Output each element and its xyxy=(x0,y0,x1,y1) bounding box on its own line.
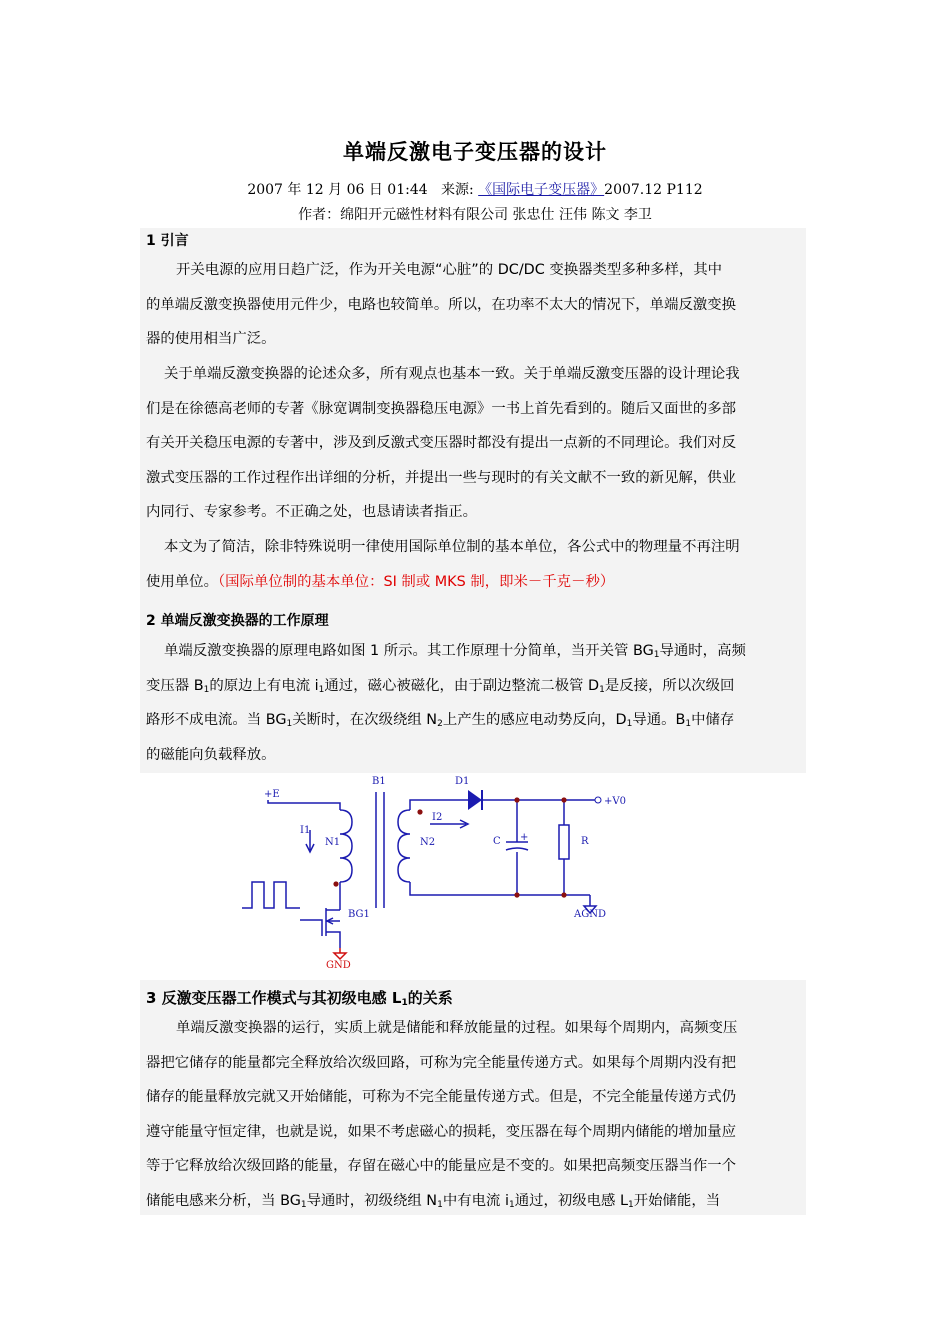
paragraph-line: 内同行、专家参考。不正确之处，也恳请读者指正。 xyxy=(146,504,477,521)
pulse-waveform xyxy=(242,882,300,908)
paragraph-line xyxy=(146,669,806,704)
section-heading: 1 引言 xyxy=(146,233,189,249)
paragraph-line: 器把它储存的能量都完全释放给次级回路，可称为完全能量传递方式。如果每个周期内没有把 xyxy=(146,1054,737,1071)
subscript: 1 xyxy=(203,684,210,695)
junction-dot xyxy=(561,797,566,802)
paragraph xyxy=(146,530,806,599)
polarity-dot xyxy=(333,881,338,886)
text-run: 3 反激变压器工作模式与其初级电感 L xyxy=(146,989,402,1007)
section-heading: 2 单端反激变换器的工作原理 xyxy=(146,613,329,629)
text-run: 关断时，在次级绕组 N xyxy=(292,712,438,729)
si-units-note: （国际单位制的基本单位：SI 制或 MKS 制，即米－千克－秒） xyxy=(217,573,615,590)
junction-dot xyxy=(514,892,519,897)
paragraph-line xyxy=(146,634,806,669)
secondary-top-wire xyxy=(410,800,468,810)
paragraph-line xyxy=(146,565,806,600)
label-r: R xyxy=(581,836,589,847)
supply-wire xyxy=(268,800,340,810)
text-run: 变压器 B xyxy=(146,677,204,694)
label-b1: B1 xyxy=(372,776,386,787)
label-d1: D1 xyxy=(455,776,470,787)
text-run: 通过，初级电感 L xyxy=(514,1192,629,1209)
source-link[interactable]: 《国际电子变压器》 xyxy=(478,182,605,198)
resistor-body xyxy=(559,825,569,859)
label-gnd: GND xyxy=(326,960,351,970)
paragraph-line: 本文为了简洁，除非特殊说明一律使用国际单位制的基本单位，各公式中的物理量不再注明 xyxy=(164,539,740,555)
paragraph-line: 们是在徐德高老师的专著《脉宽调制变换器稳压电源》一书上首先看到的。随后又面世的多部 xyxy=(146,400,737,417)
mosfet-source xyxy=(326,932,340,948)
subscript: 1 xyxy=(508,1199,515,1210)
subscript: 1 xyxy=(300,1199,307,1210)
gate-wire xyxy=(300,920,322,936)
article-meta-line xyxy=(0,179,950,199)
subscript: 1 xyxy=(626,719,633,730)
text-run: 使用单位。 xyxy=(146,573,218,590)
label-agnd: AGND xyxy=(574,909,606,920)
source-issue: 2007.12 P112 xyxy=(604,182,703,198)
paragraph-line: 有关开关稳压电源的专著中，涉及到反激式变压器时都没有提出一点新的不同理论。我们对反 xyxy=(146,435,737,452)
capacitor-plate xyxy=(506,848,528,850)
subscript: 2 xyxy=(437,719,443,730)
subscript: 1 xyxy=(318,684,325,695)
label-n1: N1 xyxy=(325,837,341,848)
text-run: 通过，磁心被磁化，由于副边整流二极管 D xyxy=(324,677,600,694)
output-terminal xyxy=(595,797,601,803)
diode-d1 xyxy=(468,790,482,810)
paragraph-line: 单端反激变换器的运行，实质上就是储能和释放能量的过程。如果每个周期内，高频变压 xyxy=(176,1020,738,1036)
paragraph xyxy=(146,253,806,357)
text-run: 单端反激变换器的原理电路如图 1 所示。其工作原理十分简单，当开关管 BG xyxy=(164,643,654,659)
label-c: C xyxy=(493,836,501,847)
text-run: 储能电感来分析，当 BG xyxy=(146,1192,301,1209)
label-bg1: BG1 xyxy=(348,909,370,920)
label-n2: N2 xyxy=(420,837,436,848)
paragraph-line: 的单端反激变换器使用元件少，电路也较简单。所以，在功率不太大的情况下，单端反激变换 xyxy=(146,296,737,313)
paragraph-line xyxy=(146,703,806,738)
paragraph-line: 的磁能向负载释放。 xyxy=(146,746,276,763)
subscript: 1 xyxy=(437,1199,443,1210)
paragraph-line xyxy=(146,1184,806,1219)
text-run: 导通时，初级绕组 N xyxy=(306,1192,438,1209)
subscript: 1 xyxy=(653,650,660,660)
paragraph-line: 遵守能量守恒定律，也就是说，如果不考虑磁心的损耗，变压器在每个周期内储能的增加量应 xyxy=(146,1123,737,1140)
junction-dot xyxy=(514,797,519,802)
subscript: 1 xyxy=(628,1199,634,1210)
text-run: 导通时，高频 xyxy=(659,643,746,659)
paragraph-line: 储存的能量释放完就又开始储能，可称为不完全能量传递方式。但是，不完全能量传递方式仍 xyxy=(146,1089,737,1106)
paragraph-line: 器的使用相当广泛。 xyxy=(146,331,276,348)
paragraph-line: 等于它释放给次级回路的能量，存留在磁心中的能量应是不变的。如果把高频变压器当作一个 xyxy=(146,1158,737,1175)
polarity-dot xyxy=(417,809,422,814)
text-run: 中储存 xyxy=(691,712,735,729)
label-i2: I2 xyxy=(432,812,443,823)
section-heading xyxy=(146,987,453,1008)
publish-date: 2007 年 12 月 06 日 01:44 xyxy=(247,182,428,198)
article-title: 单端反激电子变压器的设计 xyxy=(343,140,607,164)
flyback-circuit-diagram xyxy=(230,770,650,970)
article-authors: 作者：绵阳开元磁性材料有限公司 张忠仕 汪伟 陈文 李卫 xyxy=(298,207,652,223)
paragraph-line: 开关电源的应用日趋广泛，作为开关电源“心脏”的 DC/DC 变换器类型多种多样，其中 xyxy=(176,262,723,278)
label-v0: +V0 xyxy=(604,796,626,807)
paragraph xyxy=(146,634,806,772)
secondary-winding xyxy=(398,810,410,882)
junction-dot xyxy=(561,892,566,897)
paragraph xyxy=(146,357,806,530)
text-run: 上产生的感应电动势反向，D xyxy=(442,712,627,729)
text-run: 路形不成电流。当 BG xyxy=(146,712,287,729)
text-run: 的原边上有电流 i xyxy=(209,677,319,694)
text-run: 的关系 xyxy=(407,989,453,1007)
label-cap-plus: + xyxy=(520,832,529,843)
subscript: 1 xyxy=(401,998,408,1008)
text-run: 开始储能，当 xyxy=(633,1192,721,1209)
primary-winding xyxy=(340,810,352,882)
subscript: 1 xyxy=(286,719,293,730)
text-run: 中有电流 i xyxy=(442,1192,509,1209)
label-i1: I1 xyxy=(300,825,311,836)
gnd-symbol xyxy=(334,953,346,959)
paragraph xyxy=(146,1011,806,1219)
label-plus-e: +E xyxy=(264,789,280,800)
source-label: 来源: xyxy=(441,182,474,198)
text-run: 是反接，所以次级回 xyxy=(604,677,735,694)
subscript: 1 xyxy=(599,684,605,695)
paragraph-line: 关于单端反激变换器的论述众多，所有观点也基本一致。关于单端反激变压器的设计理论我 xyxy=(164,366,740,382)
paragraph-line: 激式变压器的工作过程作出详细的分析，并提出一些与现时的有关文献不一致的新见解，供业 xyxy=(146,469,737,486)
text-run: 导通。B xyxy=(632,712,686,729)
subscript: 1 xyxy=(685,719,692,730)
